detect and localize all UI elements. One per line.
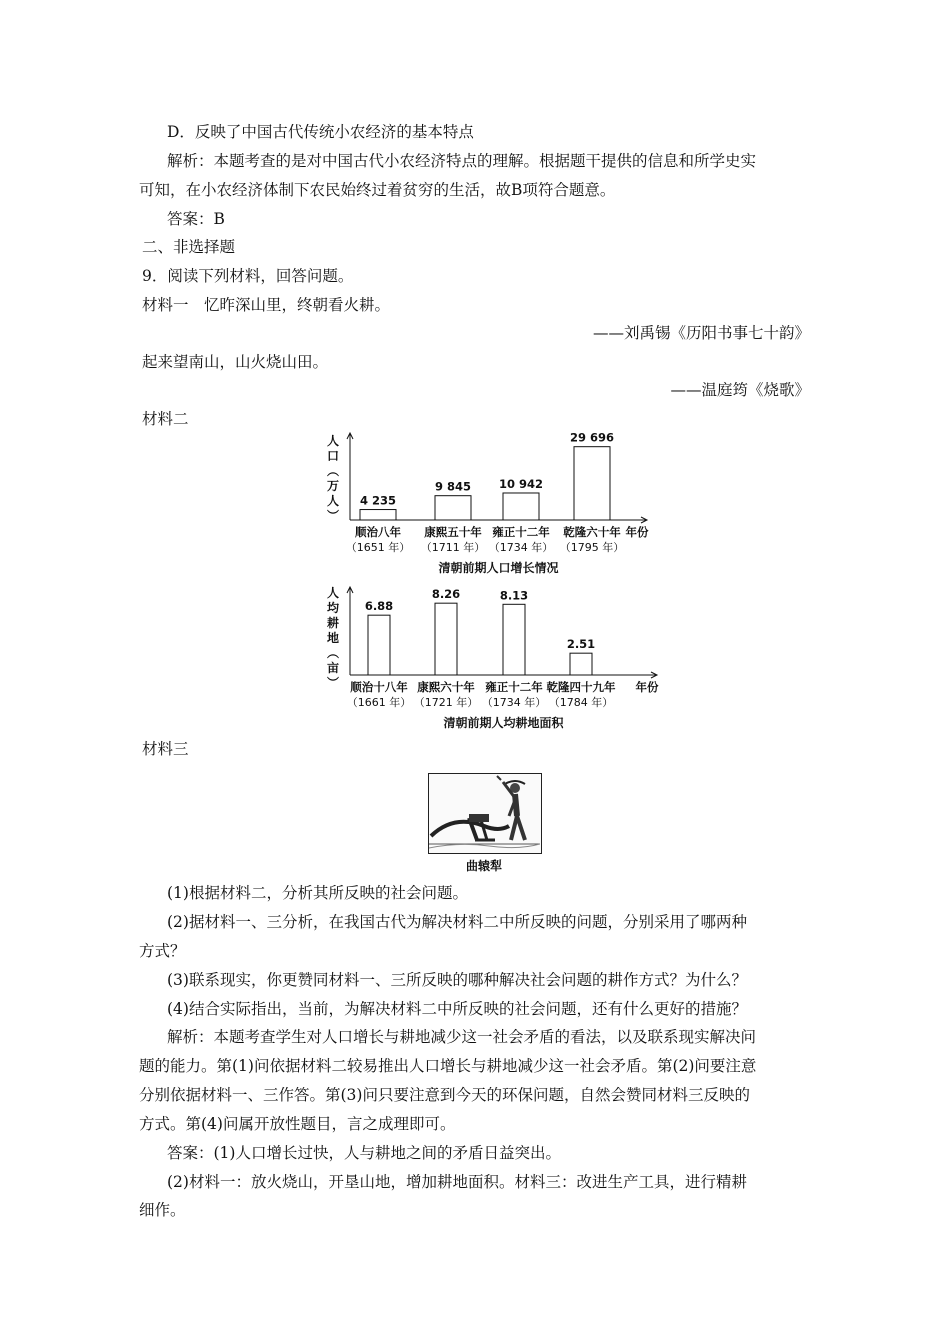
answer-line: 答案：(1)人口增长过快，人与耕地之间的矛盾日益突出。: [167, 1144, 561, 1162]
analysis-line: 方式。第(4)问属开放性题目，言之成理即可。: [139, 1115, 456, 1133]
question-4: (4)结合实际指出，当前，为解决材料二中所反映的社会问题，还有什么更好的措施？: [167, 1000, 747, 1018]
bar: [435, 603, 457, 675]
analysis-line: 解析：本题考查学生对人口增长与耕地减少这一社会矛盾的看法，以及联系现实解决问: [167, 1028, 757, 1046]
x-tick-sublabel: （1721 年）: [413, 696, 479, 709]
answer-line: (2)材料一：放火烧山，开垦山地，增加耕地面积。材料三：改进生产工具，进行精耕: [167, 1173, 747, 1191]
bar: [574, 447, 610, 520]
x-tick-sublabel: （1734 年）: [488, 541, 554, 554]
answer-line: 细作。: [139, 1201, 186, 1219]
y-axis-label-char: ︵: [326, 646, 340, 660]
figure-caption: 曲辕犁: [466, 859, 503, 873]
analysis-line: 可知，在小农经济体制下农民始终过着贫穷的生活，故B项符合题意。: [139, 181, 616, 199]
x-tick-sublabel: （1795 年）: [559, 541, 625, 554]
x-tick-label: 康熙六十年: [417, 680, 475, 694]
y-axis-label-char: ︶: [326, 509, 340, 523]
x-axis-label: 年份: [625, 525, 649, 539]
plough-illustration: [428, 773, 542, 854]
data-label: 6.88: [364, 599, 394, 614]
data-label: 8.13: [499, 588, 529, 603]
data-label: 29 696: [569, 430, 615, 445]
material-two-label: 材料二: [142, 410, 189, 428]
y-axis-label-char: 万: [326, 479, 340, 493]
bar: [503, 604, 525, 675]
y-axis-label-char: 均: [326, 601, 340, 615]
poem-attribution: ——刘禹锡《历阳书事七十韵》: [592, 324, 810, 342]
material-one: 材料一 忆昨深山里，终朝看火耕。: [142, 296, 391, 314]
x-tick-sublabel: （1651 年）: [345, 541, 411, 554]
population-chart: [325, 425, 665, 580]
bar: [570, 653, 592, 675]
x-tick-label: 康熙五十年: [424, 525, 482, 539]
option-d: D．反映了中国古代传统小农经济的基本特点: [167, 123, 474, 141]
data-label: 10 942: [498, 476, 544, 491]
bar: [368, 615, 390, 675]
farmland-chart: [325, 585, 665, 735]
material-three-label: 材料三: [142, 740, 189, 758]
x-tick-label: 乾隆六十年: [563, 525, 621, 539]
x-tick-label: 雍正十二年: [485, 680, 543, 694]
x-tick-sublabel: （1734 年）: [481, 696, 547, 709]
y-axis-label-char: 人: [326, 434, 340, 448]
y-axis-label-char: 口: [326, 449, 340, 463]
x-tick-sublabel: （1711 年）: [420, 541, 486, 554]
data-label: 4 235: [359, 493, 397, 508]
x-axis-label: 年份: [635, 680, 659, 694]
x-tick-sublabel: （1661 年）: [346, 696, 412, 709]
answer-line: 答案：B: [167, 210, 225, 228]
analysis-line: 分别依据材料一、三作答。第(3)问只要注意到今天的环保问题，自然会赞同材料三反映的: [139, 1086, 750, 1104]
x-tick-label: 雍正十二年: [492, 525, 550, 539]
analysis-line: 题的能力。第(1)问依据材料二较易推出人口增长与耕地减少这一社会矛盾。第(2)问要注意: [139, 1057, 757, 1075]
y-axis-label-char: 人: [326, 586, 340, 600]
y-axis-label-char: 人: [326, 494, 340, 508]
question-1: (1)根据材料二，分析其所反映的社会问题。: [167, 884, 468, 902]
x-tick-label: 顺治十八年: [350, 680, 408, 694]
y-axis-label-char: ︶: [326, 676, 340, 690]
y-axis-label-char: 亩: [326, 661, 340, 675]
question-2-cont: 方式？: [139, 942, 186, 960]
bar: [503, 493, 539, 520]
analysis-line: 解析：本题考查的是对中国古代小农经济特点的理解。根据题干提供的信息和所学史实: [167, 152, 757, 170]
chart-title: 清朝前期人口增长情况: [438, 561, 559, 575]
bar: [360, 510, 396, 520]
poem-attribution: ——温庭筠《烧歌》: [670, 381, 810, 399]
y-axis-label-char: ︵: [326, 464, 340, 478]
data-label: 2.51: [566, 637, 596, 652]
data-label: 9 845: [434, 479, 472, 494]
chart-title: 清朝前期人均耕地面积: [443, 716, 564, 730]
x-tick-sublabel: （1784 年）: [548, 696, 614, 709]
section-heading: 二、非选择题: [142, 238, 236, 256]
x-tick-label: 乾隆四十九年: [546, 680, 616, 694]
question-3: (3)联系现实，你更赞同材料一、三所反映的哪种解决社会问题的耕作方式？为什么？: [167, 971, 747, 989]
question-2: (2)据材料一、三分析，在我国古代为解决材料二中所反映的问题，分别采用了哪两种: [167, 913, 747, 931]
data-label: 8.26: [431, 587, 461, 602]
question-stem: 9．阅读下列材料，回答问题。: [142, 267, 354, 285]
poem-line: 起来望南山，山火烧山田。: [142, 353, 329, 371]
bar: [435, 496, 471, 520]
x-tick-label: 顺治八年: [355, 525, 401, 539]
y-axis-label-char: 耕: [326, 616, 340, 630]
y-axis-label-char: 地: [326, 631, 340, 645]
